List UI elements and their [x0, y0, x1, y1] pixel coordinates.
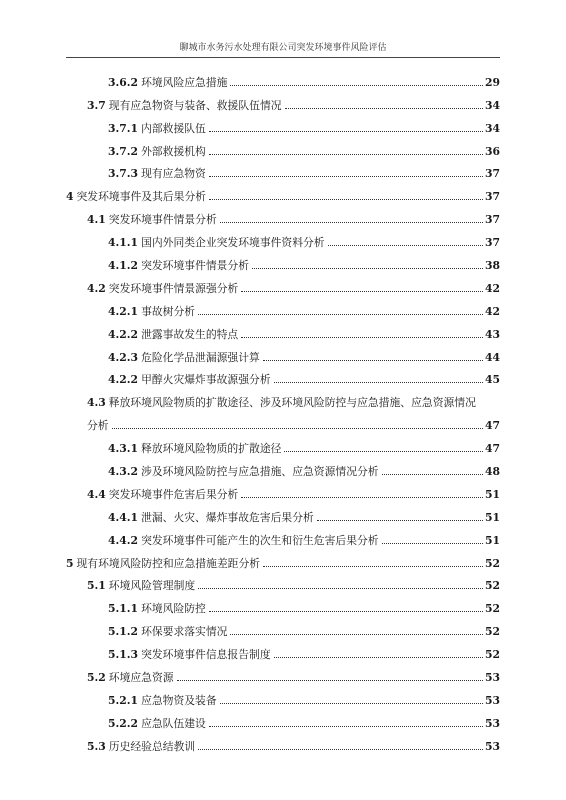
- toc-entry-number: 4.1: [87, 213, 106, 227]
- toc-entry-number: 5.2.1: [108, 693, 139, 707]
- toc-entry-number: 4.2.2: [108, 327, 139, 341]
- toc-entry-page: 47: [484, 419, 500, 433]
- toc-entry-page: 36: [484, 144, 500, 158]
- toc-entry-page: 48: [484, 465, 500, 479]
- toc-entry-number: 4.4: [87, 487, 106, 501]
- toc-entry-page: 44: [484, 350, 500, 364]
- toc-entry[interactable]: [66, 295, 500, 318]
- toc-entry-title: 历史经验总结教训: [108, 739, 196, 753]
- toc-entry-number: 4.3.1: [108, 442, 139, 456]
- toc-entry-number: 4.1.2: [108, 259, 139, 273]
- toc-entry[interactable]: [66, 547, 500, 570]
- toc-entry-number: 3.7.3: [108, 167, 139, 181]
- toc-entry-page: 34: [484, 98, 500, 112]
- toc-entry[interactable]: [66, 638, 500, 661]
- toc-entry-title: 突发环境事件危害后果分析: [108, 487, 239, 501]
- toc-entry[interactable]: [66, 318, 500, 341]
- toc-entry-page: 51: [484, 533, 500, 547]
- toc-leader-dots: [252, 268, 483, 269]
- toc-entry-page: 53: [484, 693, 500, 707]
- toc-entry-page: 52: [484, 602, 500, 616]
- toc-entry-title: 环境应急资源: [108, 671, 174, 685]
- toc-entry-number: 4.2.2: [108, 373, 139, 387]
- toc-entry-number: 5.1: [87, 579, 106, 593]
- toc-entry-title: 释放环境风险物质的扩散途径: [141, 442, 282, 456]
- toc-entry-number: 3.7.2: [108, 144, 139, 158]
- toc-entry[interactable]: [66, 386, 500, 409]
- toc-entry[interactable]: [66, 524, 500, 547]
- toc-entry-continuation[interactable]: [66, 409, 500, 432]
- toc-entry-title: 突发环境事件信息报告制度: [141, 648, 271, 662]
- toc-leader-dots: [220, 703, 483, 704]
- toc-entry-page: 37: [484, 167, 500, 181]
- toc-leader-dots: [198, 314, 483, 315]
- toc-entry-number: 4.2: [87, 281, 106, 295]
- toc-entry-number: 4.3.2: [108, 465, 139, 479]
- toc-leader-dots: [112, 428, 483, 429]
- toc-entry-title: 应急队伍建设: [141, 716, 206, 730]
- toc-entry[interactable]: [66, 364, 500, 387]
- toc-entry-title-continued: 分析: [87, 419, 109, 433]
- page-header: 聊城市水务污水处理有限公司突发环境事件风险评估: [66, 40, 500, 58]
- toc-entry-page: 43: [484, 327, 500, 341]
- toc-entry-title: 现有环境风险防控和应急措施差距分析: [76, 556, 261, 570]
- toc-leader-dots: [284, 451, 483, 452]
- toc-entry-title: 突发环境事件情景分析: [141, 259, 250, 273]
- toc-leader-dots: [198, 588, 483, 589]
- toc-entry[interactable]: [66, 203, 500, 226]
- toc-leader-dots: [220, 222, 483, 223]
- toc-entry-title: 突发环境事件可能产生的次生和衍生危害后果分析: [141, 533, 379, 547]
- toc-entry-number: 4.4.1: [108, 510, 139, 524]
- toc-entry[interactable]: [66, 135, 500, 158]
- toc-entry[interactable]: [66, 226, 500, 249]
- toc-entry-page: 38: [484, 259, 500, 273]
- toc-entry-title: 应急物资及装备: [141, 693, 217, 707]
- toc-entry-page: 29: [484, 75, 500, 89]
- toc-leader-dots: [209, 176, 483, 177]
- toc-entry[interactable]: [66, 455, 500, 478]
- toc-entry-number: 4.2.1: [108, 304, 139, 318]
- toc-entry-title: 泄漏、火灾、爆炸事故危害后果分析: [141, 510, 314, 524]
- toc-entry[interactable]: [66, 615, 500, 638]
- toc-leader-dots: [230, 634, 483, 635]
- toc-entry-title: 环保要求落实情况: [141, 625, 228, 639]
- toc-entry-title: 涉及环境风险防控与应急措施、应急资源情况分析: [141, 465, 379, 479]
- toc-entry-number: 4: [66, 190, 74, 204]
- toc-leader-dots: [317, 520, 483, 521]
- toc-entry-number: 4.4.2: [108, 533, 139, 547]
- toc-entry[interactable]: [66, 112, 500, 135]
- toc-entry[interactable]: [66, 66, 500, 89]
- toc-leader-dots: [274, 657, 483, 658]
- toc-entry-number: 5.1.2: [108, 625, 139, 639]
- toc-leader-dots: [274, 382, 483, 383]
- toc-entry-page: 37: [484, 236, 500, 250]
- toc-entry-page: 52: [484, 579, 500, 593]
- toc-entry[interactable]: [66, 730, 500, 753]
- toc-entry-page: 53: [484, 739, 500, 753]
- toc-entry-title: 国内外同类企业突发环境事件资料分析: [141, 236, 325, 250]
- toc-entry[interactable]: [66, 570, 500, 593]
- toc-leader-dots: [209, 154, 483, 155]
- toc-entry[interactable]: [66, 592, 500, 615]
- toc-entry-title: 泄露事故发生的特点: [141, 327, 239, 341]
- toc-entry-title: 外部救援机构: [141, 144, 206, 158]
- toc-entry[interactable]: [66, 501, 500, 524]
- toc-leader-dots: [198, 749, 483, 750]
- toc-entry-page: 52: [484, 648, 500, 662]
- toc-entry[interactable]: [66, 89, 500, 112]
- toc-leader-dots: [241, 337, 483, 338]
- toc-leader-dots: [263, 566, 483, 567]
- toc-entry[interactable]: [66, 180, 500, 203]
- toc-entry-number: 4.3: [87, 396, 106, 410]
- toc-entry-number: 5.1.1: [108, 602, 139, 616]
- toc-entry[interactable]: [66, 272, 500, 295]
- table-of-contents: [66, 66, 500, 753]
- toc-leader-dots: [263, 360, 483, 361]
- toc-entry-page: 52: [484, 556, 500, 570]
- toc-leader-dots: [328, 245, 483, 246]
- toc-entry-title: 内部救援队伍: [141, 121, 206, 135]
- toc-entry-title: 事故树分析: [141, 304, 196, 318]
- toc-entry-page: 45: [484, 373, 500, 387]
- toc-entry[interactable]: [66, 432, 500, 455]
- toc-entry-page: 51: [484, 510, 500, 524]
- toc-entry-page: 51: [484, 487, 500, 501]
- toc-entry[interactable]: [66, 341, 500, 364]
- toc-entry[interactable]: [66, 249, 500, 272]
- toc-entry-title: 环境风险应急措施: [141, 75, 228, 89]
- toc-entry-number: 5.2.2: [108, 716, 139, 730]
- toc-entry-title: 现有应急物资与装备、救援队伍情况: [108, 98, 282, 112]
- toc-entry-page: 47: [484, 442, 500, 456]
- toc-entry[interactable]: [66, 661, 500, 684]
- toc-leader-dots: [230, 85, 483, 86]
- toc-entry[interactable]: [66, 158, 500, 181]
- toc-entry-number: 5.2: [87, 671, 106, 685]
- toc-leader-dots: [209, 726, 483, 727]
- toc-entry-page: 42: [484, 304, 500, 318]
- toc-leader-dots: [209, 131, 483, 132]
- toc-leader-dots: [177, 680, 483, 681]
- toc-entry-title: 突发环境事件情景源强分析: [108, 281, 239, 295]
- toc-entry-number: 5: [66, 556, 74, 570]
- toc-entry-title: 现有应急物资: [141, 167, 206, 181]
- toc-entry-title: 甲醇火灾爆炸事故源强分析: [141, 373, 271, 387]
- toc-leader-dots: [241, 497, 483, 498]
- toc-entry-title: 环境风险管理制度: [108, 579, 196, 593]
- toc-leader-dots: [209, 611, 483, 612]
- toc-entry-number: 3.7: [87, 98, 106, 112]
- toc-leader-dots: [382, 474, 483, 475]
- toc-entry[interactable]: [66, 684, 500, 707]
- toc-entry-title: 突发环境事件情景分析: [108, 213, 217, 227]
- toc-entry-number: 5.1.3: [108, 648, 139, 662]
- toc-entry-number: 5.3: [87, 739, 106, 753]
- toc-entry-page: 37: [484, 213, 500, 227]
- toc-entry-page: 52: [484, 625, 500, 639]
- toc-leader-dots: [209, 199, 483, 200]
- toc-entry-title: 危险化学品泄漏源强计算: [141, 350, 260, 364]
- toc-leader-dots: [285, 108, 483, 109]
- toc-entry-title: 环境风险防控: [141, 602, 206, 616]
- toc-leader-dots: [382, 543, 483, 544]
- toc-entry-title: 突发环境事件及其后果分析: [76, 190, 207, 204]
- toc-entry-title: 释放环境风险物质的扩散途径、涉及环境风险防控与应急措施、应急资源情况: [108, 396, 476, 410]
- toc-entry-number: 4.1.1: [108, 236, 139, 250]
- toc-entry-page: 53: [484, 671, 500, 685]
- toc-leader-dots: [241, 291, 483, 292]
- toc-entry-number: 3.7.1: [108, 121, 139, 135]
- toc-entry-number: 4.2.3: [108, 350, 139, 364]
- toc-entry-number: 3.6.2: [108, 75, 139, 89]
- toc-entry-page: 53: [484, 716, 500, 730]
- toc-entry[interactable]: [66, 478, 500, 501]
- toc-entry[interactable]: [66, 707, 500, 730]
- toc-entry-page: 42: [484, 281, 500, 295]
- toc-entry-page: 34: [484, 121, 500, 135]
- toc-entry-page: 37: [484, 190, 500, 204]
